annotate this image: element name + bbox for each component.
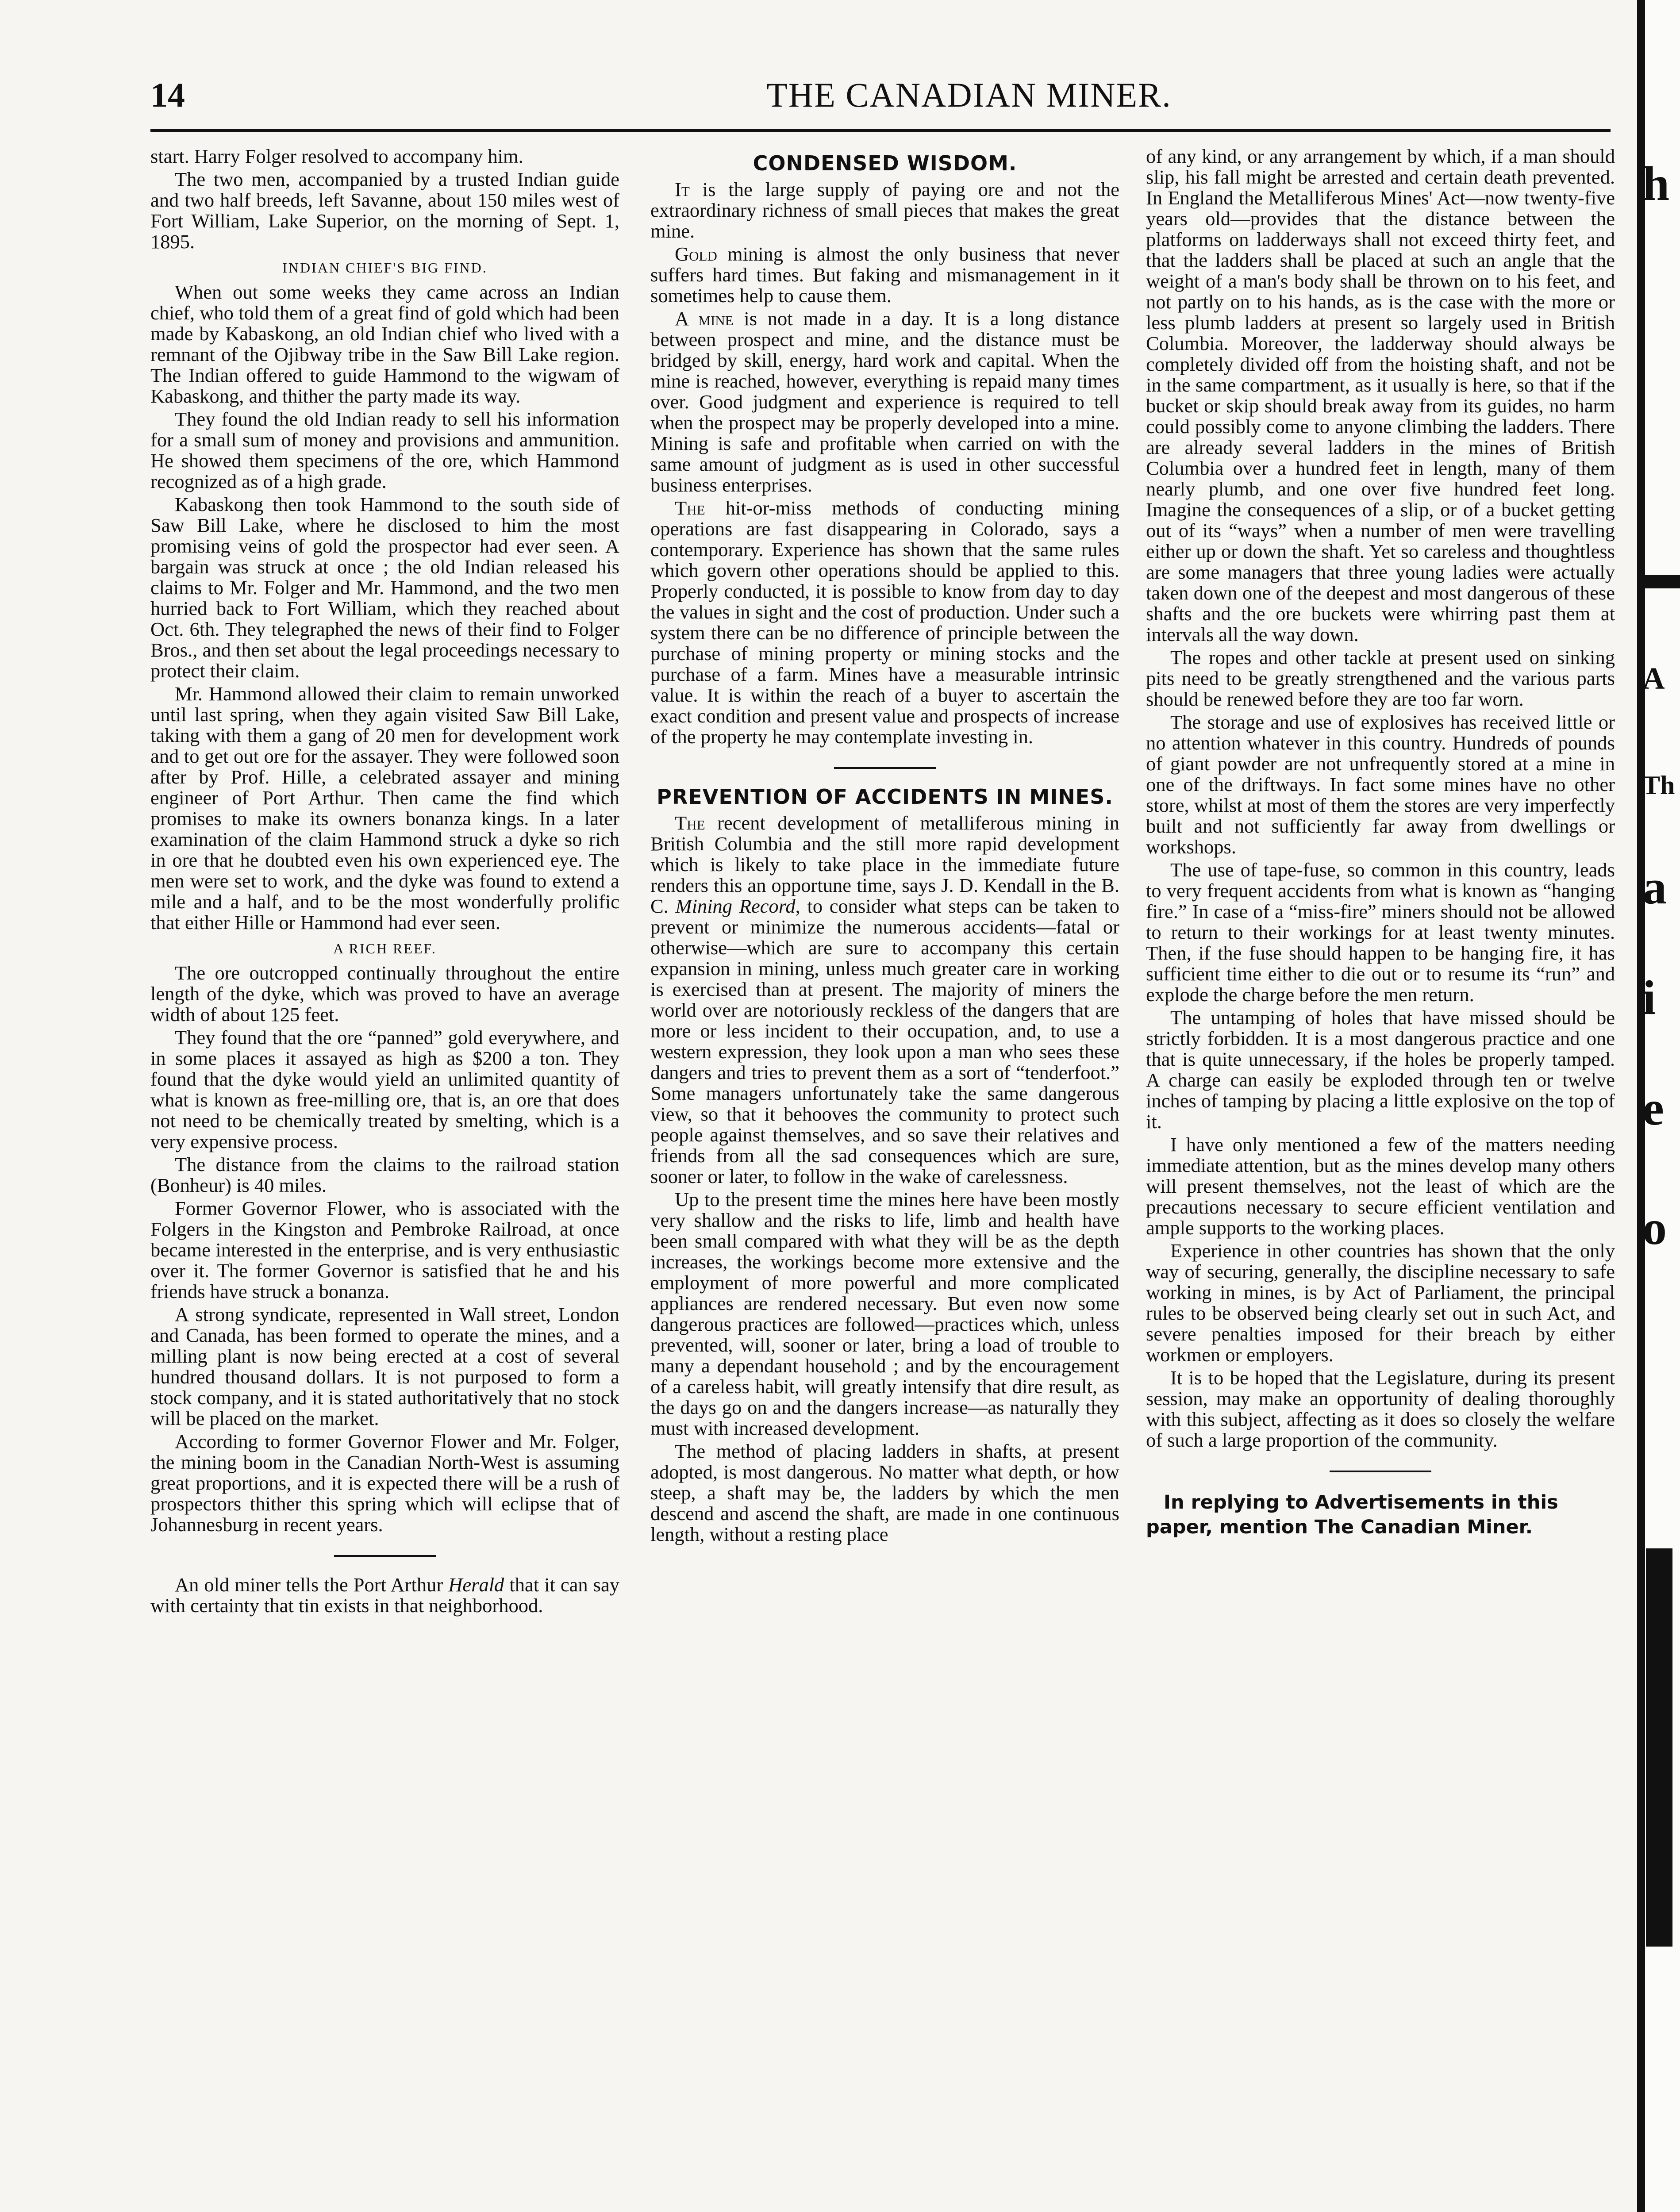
paragraph: They found that the ore “panned” gold everywhere, and in some places it assayed as high as $200 a ton. They found that the dyke would yield an unlimited quantity of what is known as free-milling ore, that is, an ore that does not need to be chemically treated by smelting, which is a very expensive process. [150,1026,619,1152]
text-run: is not made in a day. It is a long distance between prospect and mine, and the distance must be bridged by skill, energy, hard work and capital. When the mine is reached, however, everything is repaid many times over. Good judgment and experience is required to tell when the prospect may be properly developed into a mine. Mining is safe and profitable when carried on with the same amount of judgment as is used in other successful business enterprises. [650,307,1119,496]
section-divider [1330,1471,1431,1472]
lead-word: Gold [675,243,717,265]
subheading-rich-reef: A RICH REEF. [333,941,437,956]
paragraph: start. Harry Folger resolved to accompany him. [150,145,523,167]
paragraph: The use of tape-fuse, so common in this country, leads to very frequent accidents from what is known as “hanging fire.” In case of a “miss-fire” miners should not be allowed to return to their workings for at least twenty minutes. Then, if the fuse should happen to be hanging fire, it has sufficient time either to die out or to resume its “run” and explode the charge before the men return. [1146,859,1615,1006]
edge-fragment: a [1642,860,1667,914]
publication-name: Mining Record [675,895,796,917]
paragraph: The two men, accompanied by a trusted Indian guide and two half breeds, left Savanne, about 150 miles west of Fort William, Lake Superior, on the morning of Sept. 1, 1895. [150,168,619,253]
section-divider [834,767,936,769]
paragraph: Kabaskong then took Hammond to the south side of Saw Bill Lake, where he disclosed to him the most promising veins of gold the prospector had ever seen. A bargain was struck at once ; the old Indian released his claims to Mr. Folger and Mr. Hammond, and the two men hurried back to Fort William, which they reached about Oct. 6th. They telegraphed the news of their find to Folger Bros., and then set about the legal proceedings necessary to protect their claim. [150,493,619,682]
lead-word: The [675,497,705,519]
header-rule [150,129,1611,132]
edge-rule [1637,575,1680,588]
edge-fragment: Th [1642,771,1675,800]
paragraph-tin-note [150,1575,619,1616]
paragraph [650,498,1119,747]
subheading-indian-chief: INDIAN CHIEF'S BIG FIND. [282,260,488,276]
paragraph [650,813,1119,1187]
text-run: that it can say with certainty that tin exists in that neighborhood. [150,1574,620,1617]
edge-fragment: i [1642,971,1656,1025]
advertising-notice: In replying to Advertisements in this paper, mention The Canadian Miner. [1146,1491,1558,1538]
section-divider [334,1555,436,1557]
paragraph: Mr. Hammond allowed their claim to remain unworked until last spring, when they again visited Saw Bill Lake, taking with them a gang of 20 men for development work and to get out ore for the assayer. They were followed soon after by Prof. Hille, a celebrated assayer and mining engineer of Port Arthur. Then came the find which promises to make its owners bonanza kings. In a later examination of the claim Hammond struck a dyke so rich in ore that he doubted even his own experienced eye. The men were set to work, and the dyke was found to extend a mile and a half, and to be the most wonderfully prolific that either Hille or Hammond had ever seen. [150,683,619,933]
page-header [150,75,1611,128]
text-run: hit-or-miss methods of conducting mining operations are fast disappearing in Colorado, says a contemporary. Experience has shown that the same rules which govern other operations should be applied to this. Properly conducted, it is possible to know from day to day the values in sight and the cost of production. Under such a system there can be no difference of principle between the purchase of mining property or mining stocks and the purchase of a farm. Mines have a measurable intrinsic value. It is within the reach of a buyer to ascertain the exact condition and present value and prospects of increase of the property he may contemplate investing in. [650,497,1119,748]
paragraph [650,244,1119,306]
paragraph: I have only mentioned a few of the matters needing immediate attention, but as the mines develop many others will present themselves, not the least of which are the precautions necessary to secure efficient ventilation and ample supports to the working places. [1146,1133,1615,1239]
lead-word: A mine [675,307,734,330]
paragraph: Experience in other countries has shown that the only way of securing, generally, the discipline necessary to safe working in mines, is by Act of Parliament, the principal rules to be observed being clearly set out in such Act, and severe penalties imposed for their breach by either workmen or employers. [1146,1240,1615,1366]
paragraph: of any kind, or any arrangement by which, if a man should slip, his fall might be arrested and certain death prevented. In England the Metalliferous Mines' Act—now twenty-five years old—provides that the distance between the platforms on ladderways shall not exceed thirty feet, and that the ladders shall be placed at such an angle that the weight of a man's body shall be thrown on to his feet, and not partly on to his hands, as is the case with the more or less plumb ladders at present so largely used in British Columbia. Moreover, the ladderway should always be completely divided off from the hoisting shaft, and not be in the same compartment, as it usually is here, so that if the bucket or skip should break away from its guides, no harm could possibly come to anyone climbing the ladders. There are already several ladders in the mines of British Columbia over a hundred feet in length, many of them nearly plumb, and one over five hundred feet long. Imagine the consequences of a slip, or of a bucket getting out of its “ways” when a number of men were travelling either up or down the shaft. Yet so careless and thoughtless are some managers that three young ladies were actually taken down one of the deepest and most dangerous of these shafts and the ore buckets were whirring past them at intervals all the way down. [1146,145,1615,645]
text-run: , to consider what steps can be taken to prevent or minimize the numerous accidents—fatal or otherwise—which are sure to accompany this certain expansion in mining, unless much greater care in working is exercised than at present. The majority of miners the world over are notoriously reckless of the dangers that are more or less incident to their occupation, and, to use a western expression, they look upon a man who sees these dangers and tries to prevent them as a sort of “tenderfoot.” Some managers unfortunately take the same dangerous view, so that it behooves the community to protect such people against themselves, and so save their relatives and friends from all the sad consequences which are sure, sooner or later, to follow in the wake of carelessness. [650,895,1119,1187]
column-1 [150,146,619,1618]
heading-prevention-of-accidents: PREVENTION OF ACCIDENTS IN MINES. [657,785,1113,809]
paragraph: When out some weeks they came across an Indian chief, who told them of a great find of gold which had been made by Kabaskong, an old Indian chief who lived with a remnant of the Ojibway tribe in the Saw Bill Lake region. The Indian offered to guide Hammond to the wigwam of Kabaskong, and thither the party made its way. [150,281,619,407]
newspaper-name: Herald [448,1574,504,1596]
paragraph: The distance from the claims to the railroad station (Bonheur) is 40 miles. [150,1153,619,1196]
paragraph: The method of placing ladders in shafts, at present adopted, is most dangerous. No matter what depth, or how steep, a shaft may be, the ladders by which the men descend and ascend the shaft, are made in one continuous length, without a resting place [650,1440,1119,1545]
edge-block [1646,1548,1672,1947]
lead-word: The [675,812,705,834]
paragraph [650,308,1119,495]
paragraph: The untamping of holes that have missed should be strictly forbidden. It is a most dangerous practice and one that is quite unnecessary, if the holes be properly tamped. A charge can easily be exploded through ten or twelve inches of tamping by placing a little explosive on the top of it. [1146,1006,1615,1133]
heading-condensed-wisdom: CONDENSED WISDOM. [753,151,1017,175]
edge-fragment: e [1642,1081,1664,1135]
text-run: An old miner tells the Port Arthur [175,1574,449,1596]
paragraph [650,179,1119,242]
column-2 [650,146,1119,1547]
edge-fragment: A [1642,662,1665,696]
column-3 [1146,146,1615,1542]
edge-fragment: h [1642,157,1670,211]
page-number: 14 [150,76,185,114]
paragraph: The ropes and other tackle at present used on sinking pits need to be greatly strengthened and the various parts should be renewed before they are too far worn. [1146,646,1615,710]
text-run: is the large supply of paying ore and not the extraordinary richness of small pieces that makes the great mine. [650,178,1119,242]
masthead-title: THE CANADIAN MINER. [766,76,1172,114]
lead-word: It [675,178,690,200]
adjacent-page-edge [1637,0,1680,2212]
paragraph: The ore outcropped continually throughout the entire length of the dyke, which was proved to have an average width of about 125 feet. [150,962,619,1025]
text-run: mining is almost the only business that never suffers hard times. But faking and mismanagement in it sometimes help to cause them. [650,243,1119,307]
paragraph: A strong syndicate, represented in Wall street, London and Canada, has been formed to operate the mines, and a milling plant is now being erected at a cost of several hundred thousand dollars. It is not purposed to form a stock company, and it is stated authoritatively that no stock will be placed on the market. [150,1303,619,1429]
paragraph: According to former Governor Flower and Mr. Folger, the mining boom in the Canadian North-West is assuming great proportions, and it is expected there will be a rush of prospectors thither this spring which will eclipse that of Johannesburg in recent years. [150,1430,619,1536]
paragraph: They found the old Indian ready to sell his information for a small sum of money and provisions and ammunition. He showed them specimens of the ore, which Hammond recognized as of a high grade. [150,408,619,492]
text-run: recent development of metalliferous mining in British Columbia and the still more rapid development which is likely to take place in the immediate future renders this an opportune time, says J. D. Kendall in the B. C. [650,812,1119,917]
edge-fragment: o [1642,1201,1667,1255]
paragraph: Up to the present time the mines here have been mostly very shallow and the risks to life, limb and health have been small compared with what they will be as the depth increases, the workings become more extensive and the employment of more powerful and more complicated appliances are rendered necessary. But even now some dangerous practices are followed—practices which, unless prevented, will, sooner or later, bring a load of trouble to many a dependant household ; and by the encouragement of a careless habit, will greatly intensify that dire result, as the days go on and the dangers increase—as naturally they must with increased development. [650,1188,1119,1439]
paragraph: Former Governor Flower, who is associated with the Folgers in the Kingston and Pembroke Railroad, at once became interested in the enterprise, and is very enthusiastic over it. The former Governor is satisfied that he and his friends have struck a bonanza. [150,1197,619,1302]
paragraph: It is to be hoped that the Legislature, during its present session, may make an opportunity of dealing thoroughly with this subject, affecting as it does so closely the welfare of such a large proportion of the community. [1146,1367,1615,1451]
paragraph: The storage and use of explosives has received little or no attention whatever in this country. Hundreds of pounds of giant powder are not unfrequently stored at a mine in one of the driftways. In fact some mines have no other store, whilst at most of them the stores are very imperfectly built and not sufficiently far away from dwellings or workshops. [1146,711,1615,858]
